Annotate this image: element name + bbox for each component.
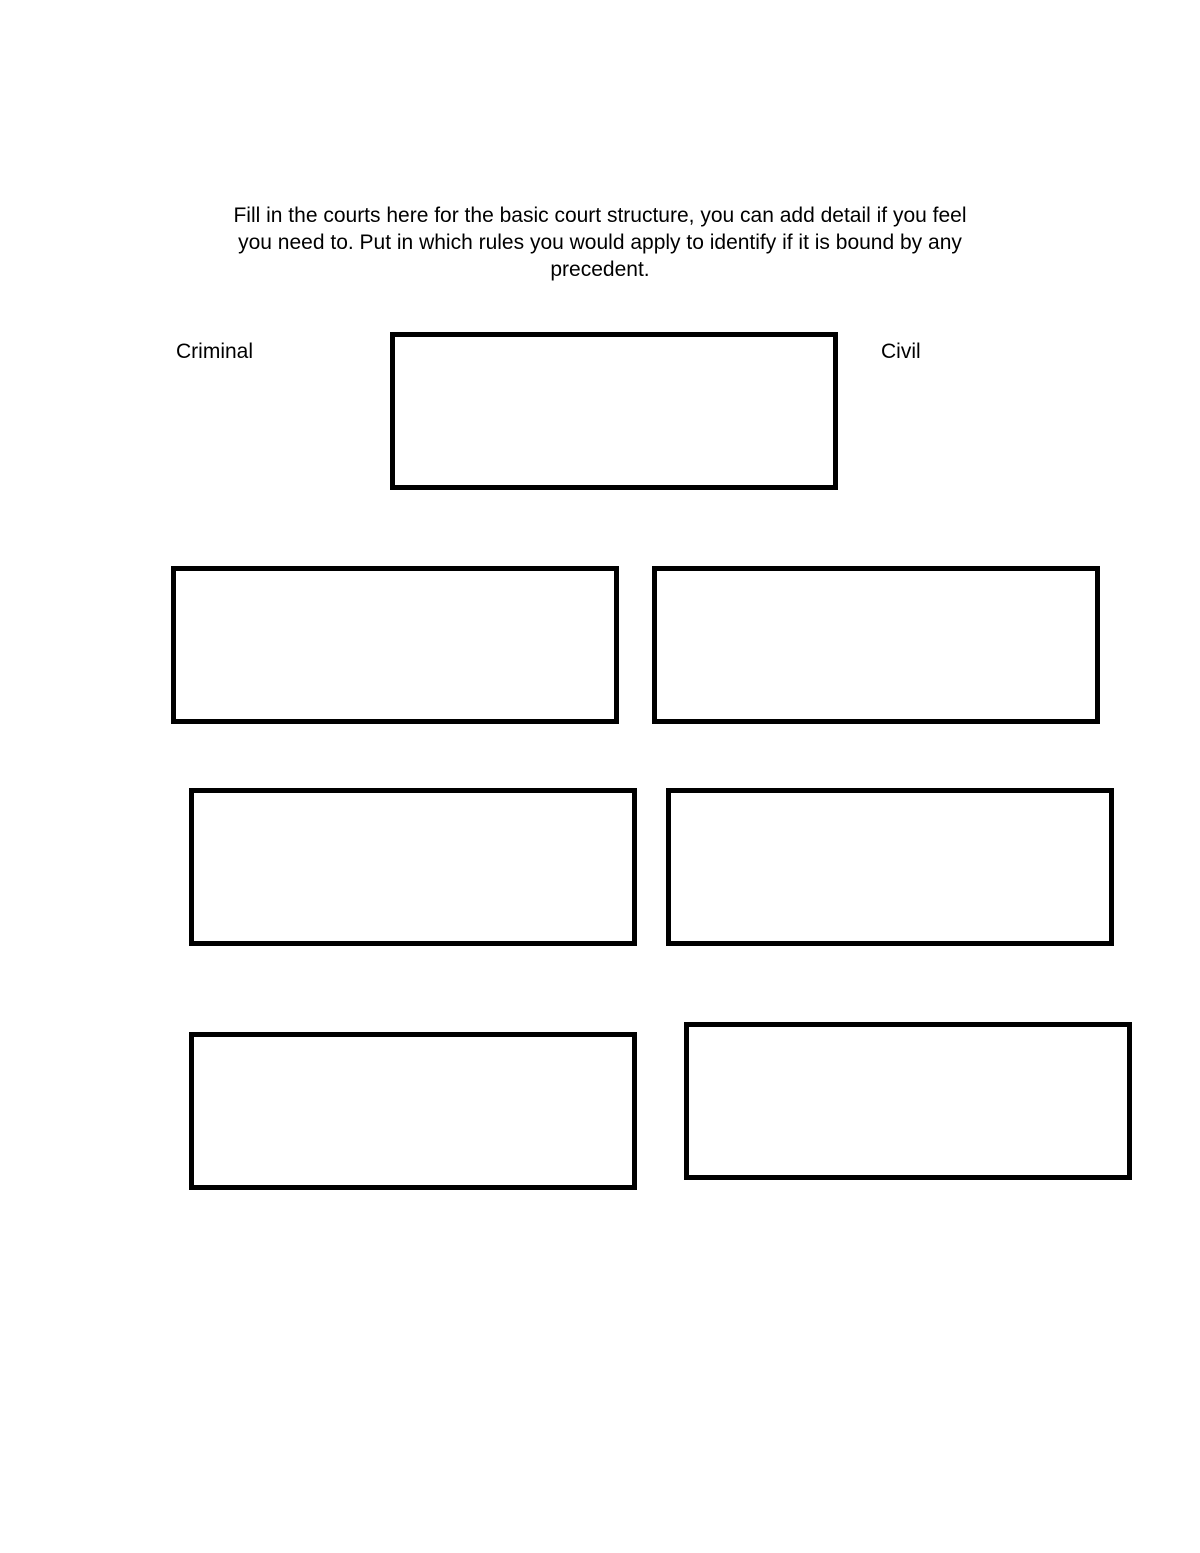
criminal-column-label: Criminal [176, 340, 254, 363]
instructions-text [180, 202, 1020, 283]
court-box-criminal-2[interactable] [189, 788, 637, 946]
instructions-line-1: Fill in the courts here for the basic court structure, you can add detail if you feel [233, 204, 967, 227]
instructions-line-3: precedent. [550, 258, 650, 281]
court-box-criminal-1[interactable] [171, 566, 619, 724]
civil-column-label: Civil [881, 340, 921, 363]
court-box-civil-3[interactable] [684, 1022, 1132, 1180]
court-box-top[interactable] [390, 332, 838, 490]
court-box-criminal-3[interactable] [189, 1032, 637, 1190]
court-box-civil-2[interactable] [666, 788, 1114, 946]
instructions-line-2: you need to. Put in which rules you would apply to identify if it is bound by any [238, 231, 962, 254]
court-box-civil-1[interactable] [652, 566, 1100, 724]
